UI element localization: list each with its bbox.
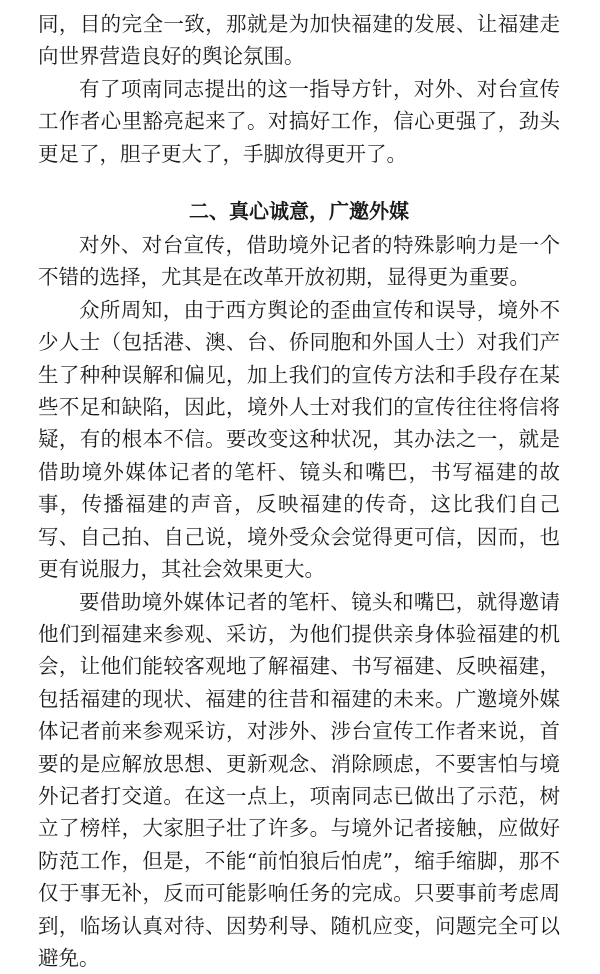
- paragraph-background: 众所周知，由于西方舆论的歪曲宣传和误导，境外不少人士（包括港、澳、台、侨同胞和外国人士）对我们产生了种种误解和偏见，加上我们的宣传方法和手段存在某些不足和缺陷，因此，境外人士对我们的宣传往往将信将疑，有的根本不信。要改变这种状况，其办法之一，就是借助境外媒体记者的笔杆、镜头和嘴巴，书写福建的故事，传播福建的声音，反映福建的传奇，这比我们自己写、自己拍、自己说，境外受众会觉得更可信，因而，也更有说服力，其社会效果更大。: [38, 294, 560, 586]
- paragraph-intro: 对外、对台宣传，借助境外记者的特殊影响力是一个不错的选择，尤其是在改革开放初期，显得更为重要。: [38, 229, 560, 294]
- section-heading: 二、真心诚意，广邀外媒: [38, 193, 560, 229]
- paragraph-guideline: 有了项南同志提出的这一指导方针，对外、对台宣传工作者心里豁亮起来了。对搞好工作，信心更强了，劲头更足了，胆子更大了，手脚放得更开了。: [38, 73, 560, 170]
- top-text-block: [38, 8, 560, 170]
- section-body: [38, 229, 560, 974]
- paragraph-invitation: 要借助境外媒体记者的笔杆、镜头和嘴巴，就得邀请他们到福建来参观、采访，为他们提供亲身体验福建的机会，让他们能较客观地了解福建、书写福建、反映福建，包括福建的现状、福建的往昔和福建的未来。广邀境外媒体记者前来参观采访，对涉外、涉台宣传工作者来说，首要的是应解放思想、更新观念、消除顾虑，不要害怕与境外记者打交道。在这一点上，项南同志已做出了示范，树立了榜样，大家胆子壮了许多。与境外记者接触，应做好防范工作，但是，不能“前怕狼后怕虎”，缩手缩脚，那不仅于事无补，反而可能影响任务的完成。只要事前考虑周到，临场认真对待、因势利导、随机应变，问题完全可以避免。: [38, 586, 560, 974]
- paragraph-continued: 同，目的完全一致，那就是为加快福建的发展、让福建走向世界营造良好的舆论氛围。: [38, 8, 560, 73]
